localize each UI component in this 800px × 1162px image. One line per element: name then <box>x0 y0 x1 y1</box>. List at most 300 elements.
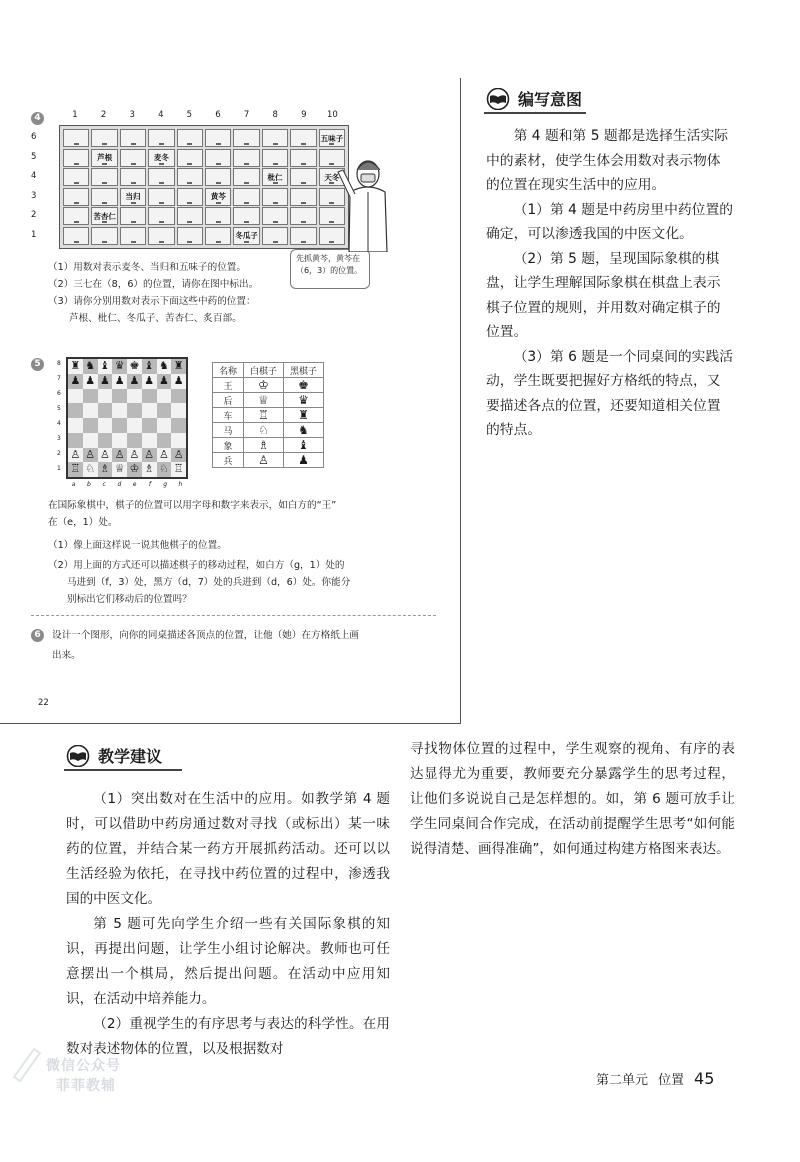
chess-square <box>171 433 186 448</box>
question-6-number: 6 <box>31 629 44 642</box>
drawer <box>63 149 89 167</box>
drawer-knob <box>216 163 221 165</box>
drawer-knob <box>301 202 306 204</box>
piece-table-cell: 车 <box>213 408 244 423</box>
drawer-knob <box>102 241 107 243</box>
drawer-knob <box>329 202 334 204</box>
drawer <box>262 149 288 167</box>
chess-rank-labels <box>55 357 65 479</box>
chess-piece: ♕ <box>114 462 125 476</box>
chess-square <box>157 403 172 418</box>
drawer-knob <box>216 221 221 223</box>
design-intent-paragraph: （3）第 6 题是一个同桌间的实践活动，学生既要把握好方格纸的特点，又要描述各点的位置，还要知道相关位置的特点。 <box>486 348 734 438</box>
drawer <box>319 129 345 147</box>
piece-table-row <box>213 393 324 408</box>
cabinet-row-number: 3 <box>31 190 37 201</box>
chess-square <box>142 403 157 418</box>
drawer-knob <box>74 163 79 165</box>
piece-table-row <box>213 408 324 423</box>
drawer <box>290 149 316 167</box>
chess-square <box>98 462 113 477</box>
chess-square <box>83 374 98 389</box>
drawer-knob <box>273 221 278 223</box>
cabinet-row <box>63 149 345 167</box>
chess-square <box>112 418 127 433</box>
drawer <box>290 168 316 186</box>
chess-square <box>142 462 157 477</box>
drawer-knob <box>216 143 221 145</box>
chess-square <box>157 448 172 463</box>
watermark-line2: 菲菲教辅 <box>56 1078 116 1094</box>
drawer-knob <box>329 221 334 223</box>
q6-line2: 出来。 <box>52 650 81 661</box>
chess-piece: ♘ <box>85 462 96 476</box>
chess-square <box>142 418 157 433</box>
q5-item-1: （1）像上面这样说一说其他棋子的位置。 <box>48 540 227 551</box>
drawer <box>233 149 259 167</box>
footer-section: 位置 <box>658 1073 685 1088</box>
chess-square <box>68 359 83 374</box>
drawer-knob <box>159 143 164 145</box>
drawer-knob <box>187 241 192 243</box>
drawer <box>262 168 288 186</box>
chess-piece: ♝ <box>144 359 155 372</box>
drawer <box>262 227 288 245</box>
piece-table-cell: ♙ <box>244 453 284 468</box>
q5-item-2-line1: （2）用上面的方式还可以描述棋子的移动过程，如白方（g，1）处的 <box>48 560 345 571</box>
chess-piece: ♟ <box>158 373 169 387</box>
piece-table-cell: 马 <box>213 423 244 438</box>
drawer-knob <box>187 202 192 204</box>
chess-square <box>68 433 83 448</box>
drawer <box>63 188 89 206</box>
chess-piece: ♜ <box>70 359 81 372</box>
section-divider <box>31 615 436 616</box>
drawer-knob <box>187 143 192 145</box>
drawer <box>120 129 146 147</box>
chess-square <box>157 462 172 477</box>
q4-item-3: （3）请你分别用数对表示下面这些中药的位置： <box>48 296 256 307</box>
chess-square <box>83 403 98 418</box>
chess-rank-label: 6 <box>57 390 61 397</box>
teaching-paragraph: 第 5 题可先向学生介绍一些有关国际象棋的知识，再提出问题，让学生小组讨论解决。教师也可任意摆出一个棋局，然后提出问题。在活动中应用知识，在活动中培养能力。 <box>66 916 390 1007</box>
chess-file-label: a <box>71 481 76 488</box>
chess-square <box>83 462 98 477</box>
piece-table-cell: 王 <box>213 378 244 393</box>
drawer <box>120 168 146 186</box>
drawer-knob <box>102 163 107 165</box>
chess-piece: ♟ <box>99 373 110 387</box>
chess-rank-label: 8 <box>57 360 61 367</box>
chess-square <box>157 418 172 433</box>
drawer-knob <box>244 221 249 223</box>
cabinet-column-number: 5 <box>186 110 193 120</box>
footer-page-number: 45 <box>694 1069 715 1088</box>
drawer <box>91 168 117 186</box>
cabinet-column-number: 3 <box>129 110 135 120</box>
chess-rank-label: 2 <box>57 450 61 457</box>
piece-table-row <box>213 453 324 468</box>
drawer-knob <box>74 221 79 223</box>
cabinet-column-number: 10 <box>326 110 338 120</box>
drawer-knob <box>159 221 164 223</box>
q5-item-2-line3: 别标出它们移动后的位置吗？ <box>67 594 192 605</box>
chess-rank-label: 1 <box>57 465 61 472</box>
chess-piece: ♟ <box>70 373 81 387</box>
drawer <box>205 168 231 186</box>
drawer <box>205 188 231 206</box>
chess-square <box>98 374 113 389</box>
chess-piece: ♜ <box>173 359 184 372</box>
teaching-suggestions-right-column <box>410 737 735 862</box>
piece-table-cell: ♛ <box>284 393 324 408</box>
question-4-number: 4 <box>31 112 44 125</box>
drawer-knob <box>131 143 136 145</box>
chess-rank-label: 4 <box>57 420 61 427</box>
drawer <box>120 207 146 225</box>
q6-line1: 设计一个图形，向你的同桌描述各顶点的位置，让他（她）在方格纸上画 <box>52 630 359 641</box>
chess-piece: ♙ <box>173 447 184 461</box>
drawer <box>177 207 203 225</box>
chess-piece: ♟ <box>114 373 125 387</box>
drawer <box>63 129 89 147</box>
chess-piece: ♞ <box>85 359 96 372</box>
chess-square <box>171 418 186 433</box>
drawer <box>120 188 146 206</box>
drawer-knob <box>159 182 164 184</box>
cabinet-row <box>63 129 345 147</box>
design-intent-paragraph: （2）第 5 题，呈现国际象棋的棋盘，让学生理解国际象棋在棋盘上表示棋子位置的规则，并用数对确定棋子的位置。 <box>486 250 721 340</box>
drawer-knob <box>102 182 107 184</box>
piece-table-cell: 后 <box>213 393 244 408</box>
chess-square <box>171 374 186 389</box>
drawer <box>148 129 174 147</box>
cabinet-row-number: 5 <box>31 151 37 162</box>
chess-piece: ♙ <box>144 447 155 461</box>
drawer-knob <box>102 143 107 145</box>
drawer-knob <box>301 163 306 165</box>
chess-file-label: g <box>163 481 168 488</box>
drawer <box>262 129 288 147</box>
teaching-paragraph: 寻找物体位置的过程中，学生观察的视角、有序的表达显得尤为重要，教师要充分暴露学生的思考过程，让他们多说说自己是怎样想的。如，第 6 题可放手让学生同桌间合作完成，在活动前提醒学生思考“如何能说得清楚、画得准确”，如何通过构建方格图来表达。 <box>410 741 735 857</box>
drawer <box>262 188 288 206</box>
drawer-knob <box>131 182 136 184</box>
design-intent-body <box>486 124 734 443</box>
chess-piece: ♝ <box>99 359 110 372</box>
drawer <box>233 129 259 147</box>
drawer <box>148 149 174 167</box>
piece-table-cell: ♗ <box>244 438 284 453</box>
chess-piece: ♖ <box>70 462 81 476</box>
drawer-knob <box>244 241 249 243</box>
chess-piece: ♖ <box>173 462 184 476</box>
drawer-label: 麦冬 <box>153 153 169 162</box>
chess-square <box>83 359 98 374</box>
drawer <box>205 129 231 147</box>
drawer-knob <box>244 143 249 145</box>
drawer-knob <box>273 163 278 165</box>
chess-square <box>112 359 127 374</box>
drawer-knob <box>74 202 79 204</box>
drawer-knob <box>131 221 136 223</box>
piece-table-cell: ♜ <box>284 408 324 423</box>
chess-square <box>83 389 98 404</box>
cabinet-row-number: 4 <box>31 171 37 181</box>
drawer-knob <box>159 241 164 243</box>
drawer-knob <box>187 182 192 184</box>
cabinet-column-number: 8 <box>272 110 278 120</box>
chess-square <box>127 403 142 418</box>
chess-piece: ♙ <box>158 447 169 461</box>
chess-square <box>171 448 186 463</box>
chess-square <box>83 448 98 463</box>
chess-piece: ♞ <box>158 359 169 372</box>
drawer <box>177 149 203 167</box>
drawer <box>233 207 259 225</box>
drawer <box>177 129 203 147</box>
watermark-line1: 微信公众号 <box>46 1058 121 1074</box>
chess-piece: ♙ <box>114 447 125 461</box>
drawer-knob <box>301 221 306 223</box>
question-5-number: 5 <box>31 358 44 371</box>
drawer-knob <box>102 221 107 223</box>
drawer-label: 冬瓜子 <box>235 231 258 240</box>
footer-unit: 第二单元 <box>596 1073 649 1088</box>
cabinet-row-number: 2 <box>31 210 37 220</box>
piece-table-header: 名称 <box>213 363 244 378</box>
cabinet-column-number: 4 <box>158 110 164 120</box>
rocket-watermark-icon <box>8 1043 44 1083</box>
chess-piece: ♟ <box>129 373 140 387</box>
chess-square <box>68 403 83 418</box>
cabinet-column-number: 9 <box>301 110 307 120</box>
drawer-knob <box>187 221 192 223</box>
teaching-suggestions-left-column <box>66 787 390 1062</box>
drawer <box>91 188 117 206</box>
chess-square <box>171 462 186 477</box>
piece-table-cell: ♚ <box>284 378 324 393</box>
drawer <box>177 168 203 186</box>
chess-square <box>98 433 113 448</box>
chess-file-labels <box>66 481 188 491</box>
teaching-suggestions-header <box>64 744 214 771</box>
chess-square <box>127 359 142 374</box>
cabinet-row <box>63 207 345 225</box>
piece-table-row <box>213 423 324 438</box>
chess-square <box>127 418 142 433</box>
chess-file-label: e <box>132 481 137 488</box>
chess-square <box>98 448 113 463</box>
drawer-knob <box>74 143 79 145</box>
chess-piece: ♙ <box>99 447 110 461</box>
teaching-paragraph: （1）突出数对在生活中的应用。如教学第 4 题时，可以借助中药房通过数对寻找（或标出）某一味药的位置，并结合某一药方开展抓药活动。还可以以生活经验为依托，在寻找中药位置的过程中，渗透我国的中医文化。 <box>66 791 390 907</box>
chess-piece-table <box>212 362 324 468</box>
chess-square <box>68 374 83 389</box>
drawer <box>91 207 117 225</box>
medicine-cabinet <box>31 125 349 249</box>
chess-piece: ♙ <box>129 447 140 461</box>
drawer <box>91 129 117 147</box>
teaching-paragraph: （2）重视学生的有序思考与表达的科学性。在用数对表述物体的位置，以及根据数对 <box>66 1016 390 1057</box>
cabinet-row <box>63 168 345 186</box>
chess-square <box>157 374 172 389</box>
drawer-knob <box>244 163 249 165</box>
chess-square <box>127 389 142 404</box>
drawer-knob <box>74 241 79 243</box>
chess-square <box>112 374 127 389</box>
book-icon <box>484 88 512 110</box>
drawer-knob <box>187 163 192 165</box>
chess-rank-label: 7 <box>57 375 61 382</box>
drawer-label: 黄芩 <box>210 192 226 201</box>
drawer <box>120 149 146 167</box>
drawer-knob <box>329 163 334 165</box>
drawer-knob <box>159 163 164 165</box>
design-intent-paragraph: （1）第 4 题是中药房里中药位置的确定，可以渗透我国的中医文化。 <box>486 201 734 242</box>
chess-file-label: f <box>148 481 151 488</box>
drawer-label: 五味子 <box>320 133 344 143</box>
chess-piece: ♟ <box>85 373 96 387</box>
cabinet-row <box>63 227 345 245</box>
drawer-knob <box>216 202 221 204</box>
drawer <box>205 149 231 167</box>
heading-underline <box>484 112 586 114</box>
drawer <box>177 227 203 245</box>
drawer-knob <box>131 202 136 204</box>
cabinet-column-numbers <box>59 110 359 122</box>
chess-piece: ♟ <box>173 373 184 387</box>
chess-square <box>127 374 142 389</box>
chess-square <box>68 462 83 477</box>
inner-page-number: 22 <box>38 698 49 708</box>
drawer-label: 芦根 <box>97 153 113 162</box>
drawer-knob <box>159 202 164 204</box>
piece-table-cell: ♞ <box>284 423 324 438</box>
chess-piece: ♟ <box>144 373 155 387</box>
pharmacist-illustration <box>335 152 390 252</box>
chess-piece: ♘ <box>158 462 169 476</box>
chess-square <box>171 389 186 404</box>
chess-square <box>112 389 127 404</box>
chess-piece: ♙ <box>85 447 96 461</box>
chess-square <box>127 462 142 477</box>
chess-piece: ♙ <box>70 447 81 461</box>
chess-square <box>68 418 83 433</box>
drawer <box>290 227 316 245</box>
piece-table-cell: ♝ <box>284 438 324 453</box>
chess-square <box>142 374 157 389</box>
watermark <box>14 1055 121 1095</box>
cabinet-column-number: 6 <box>215 110 221 120</box>
chess-square <box>127 433 142 448</box>
drawer-knob <box>301 182 306 184</box>
chess-square <box>98 418 113 433</box>
chess-square <box>68 389 83 404</box>
chess-square <box>127 448 142 463</box>
chess-file-label: b <box>86 481 91 488</box>
drawer <box>148 188 174 206</box>
chess-square <box>83 433 98 448</box>
drawer-knob <box>329 241 334 243</box>
drawer <box>205 227 231 245</box>
drawer-knob <box>74 182 79 184</box>
drawer <box>205 207 231 225</box>
piece-table-cell: 兵 <box>213 453 244 468</box>
piece-table-header: 白棋子 <box>244 363 284 378</box>
drawer <box>290 188 316 206</box>
piece-table-row <box>213 438 324 453</box>
drawer <box>290 129 316 147</box>
drawer-knob <box>329 143 334 145</box>
piece-table-cell: ♘ <box>244 423 284 438</box>
drawer <box>120 227 146 245</box>
design-intent-paragraph: 第 4 题和第 5 题都是选择生活实际中的素材，使学生体会用数对表示物体的位置在现实生活中的应用。 <box>486 128 729 193</box>
chess-board <box>66 357 188 479</box>
drawer-label: 苦杏仁 <box>93 211 116 221</box>
chess-square <box>112 403 127 418</box>
drawer-knob <box>102 202 107 204</box>
chess-square <box>157 389 172 404</box>
design-intent-title: 编写意图 <box>518 90 583 109</box>
drawer <box>91 227 117 245</box>
chess-piece: ♚ <box>129 359 140 372</box>
chess-square <box>68 448 83 463</box>
drawer-label: 当归 <box>125 192 141 201</box>
q5-item-2-line2: 马进到（f，3）处，黑方（d，7）处的兵进到（d，6）处。你能分 <box>67 577 351 588</box>
drawer <box>63 227 89 245</box>
drawer-knob <box>244 202 249 204</box>
piece-table-row <box>213 378 324 393</box>
drawer <box>233 168 259 186</box>
piece-table-cell: 象 <box>213 438 244 453</box>
chess-piece: ♛ <box>114 359 125 372</box>
drawer-label: 枇仁 <box>267 172 283 182</box>
chess-square <box>98 359 113 374</box>
cabinet-row <box>63 188 345 206</box>
chess-piece: ♗ <box>99 462 110 476</box>
drawer <box>148 168 174 186</box>
chess-rank-label: 3 <box>57 435 61 442</box>
chess-square <box>157 433 172 448</box>
chess-square <box>171 359 186 374</box>
drawer <box>177 188 203 206</box>
page-footer <box>596 1069 714 1088</box>
drawer <box>148 207 174 225</box>
drawer-knob <box>216 182 221 184</box>
cabinet-row-number: 1 <box>31 229 37 240</box>
chess-square <box>142 433 157 448</box>
q4-item-2: （2）三七在（8，6）的位置，请你在图中标出。 <box>48 279 259 290</box>
q4-item-1: （1）用数对表示麦冬、当归和五味子的位置。 <box>48 262 246 273</box>
chess-square <box>98 403 113 418</box>
drawer <box>148 227 174 245</box>
drawer <box>63 207 89 225</box>
chess-file-label: h <box>178 481 183 488</box>
drawer <box>63 168 89 186</box>
chess-square <box>112 462 127 477</box>
chess-square <box>171 403 186 418</box>
drawer-knob <box>131 163 136 165</box>
cabinet-column-number: 7 <box>243 110 250 120</box>
drawer-knob <box>216 241 221 243</box>
cabinet-column-number: 1 <box>72 110 78 120</box>
book-icon <box>64 745 92 767</box>
chess-piece: ♗ <box>144 462 155 476</box>
q5-intro-line2: 在（e，1）处。 <box>48 517 118 528</box>
piece-table-cell: ♖ <box>244 408 284 423</box>
drawer <box>290 207 316 225</box>
teaching-suggestions-title: 教学建议 <box>98 747 163 766</box>
